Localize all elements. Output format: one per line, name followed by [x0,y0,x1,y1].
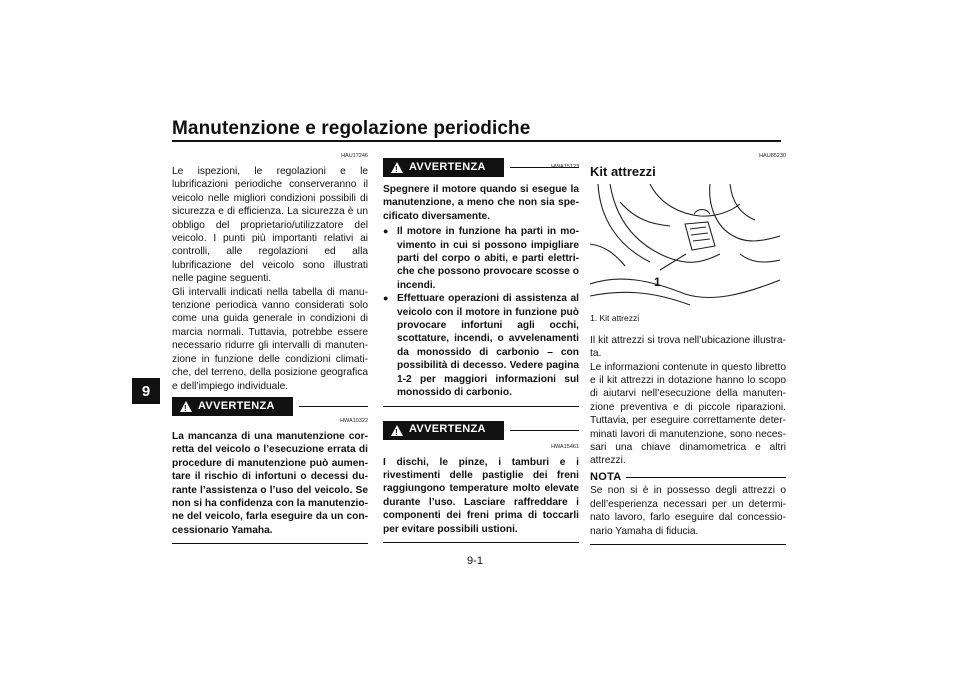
warning-text: La mancanza di una manutenzione corretta del veicolo o l’esecuzione errata di procedure di manutenzione può aumentare il rischio di infortuni o decessi durante l’assistenza o l’uso del veicolo. Se non si ha confidenza con la manutenzione del veicolo, farla eseguire da un concessionario Yamaha. [172,430,368,536]
warning-code: HWA10322 [340,417,368,424]
warning-bullet: ● Il motore in funzione ha parti in movimento in cui si possono impigliare parti del corpo o abiti, e parti elettriche che possono provocare scosse o incendi. [383,225,579,292]
warning-label: AVVERTENZA [409,423,486,436]
tool-kit-photo [590,184,780,306]
chapter-tab: 9 [132,378,160,404]
warning-rule [299,406,368,407]
note-end-rule [590,544,786,545]
intro-paragraph: Le ispezioni, le regolazioni e le lubrificazioni periodiche conserveranno il veicolo nelle migliori condizioni possibili di sicurezza e di efficienza. La sicurezza è un obbligo del proprietario/utilizzatore del veicolo. I punti più importanti relativi ai controlli, alle regolazioni ed alla lubrificazione del veicolo sono illustrati nelle pagine seguenti. [172,166,368,285]
warning-end-rule [172,543,368,544]
intervals-paragraph: Gli intervalli indicati nella tabella di manutenzione periodica vanno considerati solo come una guida generale in condizioni di marcia normali. Tuttavia, potrebbe essere necessario ridurre gli intervalli di manutenzione in funzione delle condizioni climatiche, del terreno, della posizione geografica e dell’impiego individuale. [172,286,368,392]
column-2 [383,148,579,543]
warning-badge [172,397,293,416]
warning-triangle-icon: ! [391,425,403,436]
warning-header [383,421,579,440]
scooter-line-drawing [590,184,780,306]
page-title: Manutenzione e regolazione periodiche [172,118,531,139]
warning-text: I dischi, le pinze, i tamburi e i rivestimenti delle pastiglie dei freni raggiungono temperature molto elevate durante l’uso. Lasciare raffreddare i componenti dei freni prima di toccarli per evitare possibili ustioni. [383,456,579,535]
warning-bullet-list [383,225,579,399]
warning-label: AVVERTENZA [198,399,275,412]
warning-code: HWA15461 [551,443,579,450]
warning-end-rule [383,406,579,407]
title-rule [172,140,781,142]
warning-bullet: ● Effettuare operazioni di assistenza al veicolo con il motore in funzione può provocare infortuni agli occhi, scottature, incendi, o avvelenamenti da monossido di carbonio – con possibilità di decesso. Vedere pagina 1-2 per maggiori informazioni sul monossido di carbonio. [383,292,579,399]
callout-label: 1 [654,275,661,290]
warning-badge [383,421,504,440]
warning-header [172,397,368,416]
warning-text: Spegnere il motore quando si esegue la manutenzione, a meno che non sia specificato diversamente. [383,184,579,222]
section-code: HAU85230 [759,153,786,159]
warning-end-rule [383,542,579,543]
figure-caption: 1. Kit attrezzi [590,313,640,324]
warning-header [383,158,579,177]
warning-triangle-icon: ! [180,401,192,412]
note-rule [626,477,786,478]
section-code: HAU17246 [341,153,368,159]
section-title: Kit attrezzi [590,164,656,179]
note-header [590,471,786,484]
column-1 [172,148,368,544]
note-text: Se non si è in possesso degli attrezzi o dell’esperienza necessari per un determinato lavoro, farlo eseguire dal concessionario Yamaha di fiducia. [590,485,786,537]
warning-code: HWA15123 [551,164,579,170]
note-label: NOTA [590,470,622,483]
location-paragraph: Il kit attrezzi si trova nell’ubicazione illustrata. [590,334,786,360]
column-3 [590,148,786,545]
info-paragraph: Le informazioni contenute in questo libretto e il kit attrezzi in dotazione hanno lo scopo di aiutarvi nell’esecuzione della manutenzione preventiva e di piccole riparazioni. Tuttavia, per eseguire correttamente determinati lavori di manutenzione, sono necessari una chiave dinamometrica e altri attrezzi. [590,361,786,467]
warning-triangle-icon: ! [391,162,403,173]
warning-rule [510,430,579,431]
warning-label: AVVERTENZA [409,160,486,173]
page-number: 9-1 [467,555,483,567]
warning-badge [383,158,504,177]
